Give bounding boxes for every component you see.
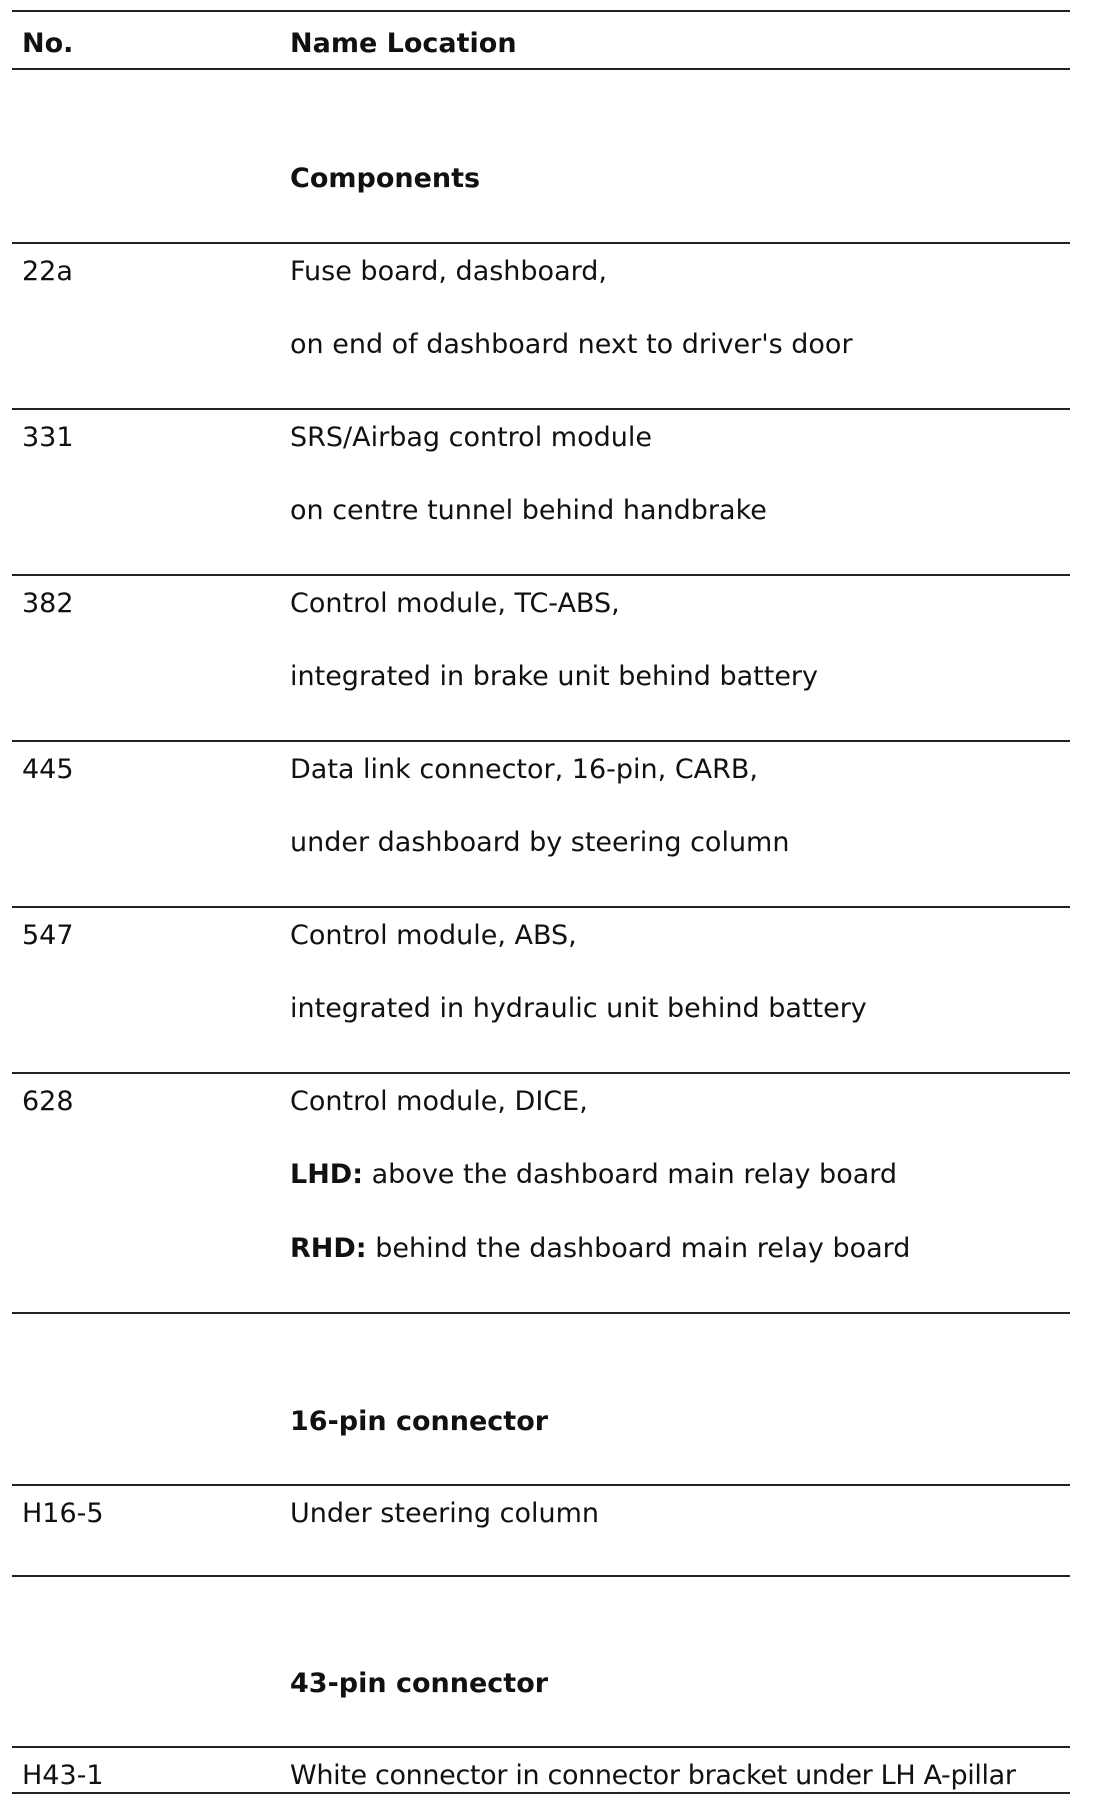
row-description-line: Control module, ABS, bbox=[290, 920, 577, 951]
rhd-text: behind the dashboard main relay board bbox=[375, 1233, 911, 1264]
lhd-prefix: LHD: bbox=[290, 1159, 364, 1190]
header-no-label: No. bbox=[22, 28, 74, 59]
header-name-location-label: Name Location bbox=[290, 28, 517, 59]
rhd-prefix: RHD: bbox=[290, 1233, 367, 1264]
row-description-line: integrated in brake unit behind battery bbox=[290, 661, 819, 692]
row-description-line: Control module, DICE, bbox=[290, 1086, 588, 1117]
row-number: 628 bbox=[22, 1086, 74, 1117]
row-rule bbox=[12, 408, 1070, 410]
row-description-line: under dashboard by steering column bbox=[290, 827, 790, 858]
row-rule bbox=[12, 1575, 1070, 1577]
row-description-line-rhd bbox=[290, 1235, 910, 1262]
lhd-text: above the dashboard main relay board bbox=[371, 1159, 898, 1190]
row-number: 382 bbox=[22, 588, 74, 619]
row-description-line: SRS/Airbag control module bbox=[290, 422, 652, 453]
section-title-16-pin-connector: 16-pin connector bbox=[290, 1406, 549, 1437]
row-number: 547 bbox=[22, 920, 74, 951]
row-number: 22a bbox=[22, 256, 73, 287]
row-description-line: White connector in connector bracket under LH A-pillar bbox=[290, 1760, 1016, 1791]
row-description-line: on centre tunnel behind handbrake bbox=[290, 495, 767, 526]
row-rule bbox=[12, 1072, 1070, 1074]
row-rule bbox=[12, 1746, 1070, 1748]
row-description-line: Fuse board, dashboard, bbox=[290, 256, 607, 287]
row-rule bbox=[12, 906, 1070, 908]
row-number: 331 bbox=[22, 422, 74, 453]
section-title-43-pin-connector: 43-pin connector bbox=[290, 1668, 549, 1699]
row-number: 445 bbox=[22, 754, 74, 785]
row-description-line-lhd bbox=[290, 1161, 897, 1188]
header-top-rule bbox=[12, 10, 1070, 12]
row-description-line: Control module, TC-ABS, bbox=[290, 588, 620, 619]
header-bottom-rule bbox=[12, 68, 1070, 70]
row-number: H43-1 bbox=[22, 1760, 104, 1791]
row-rule bbox=[12, 1792, 1070, 1794]
row-description-line: Under steering column bbox=[290, 1498, 600, 1529]
row-number: H16-5 bbox=[22, 1498, 104, 1529]
row-rule bbox=[12, 242, 1070, 244]
row-description-line: integrated in hydraulic unit behind battery bbox=[290, 993, 867, 1024]
row-description-line: Data link connector, 16-pin, CARB, bbox=[290, 754, 759, 785]
row-rule bbox=[12, 740, 1070, 742]
row-rule bbox=[12, 1312, 1070, 1314]
row-description-line: on end of dashboard next to driver's door bbox=[290, 329, 853, 360]
row-rule bbox=[12, 574, 1070, 576]
row-rule bbox=[12, 1484, 1070, 1486]
section-title-components: Components bbox=[290, 163, 481, 194]
